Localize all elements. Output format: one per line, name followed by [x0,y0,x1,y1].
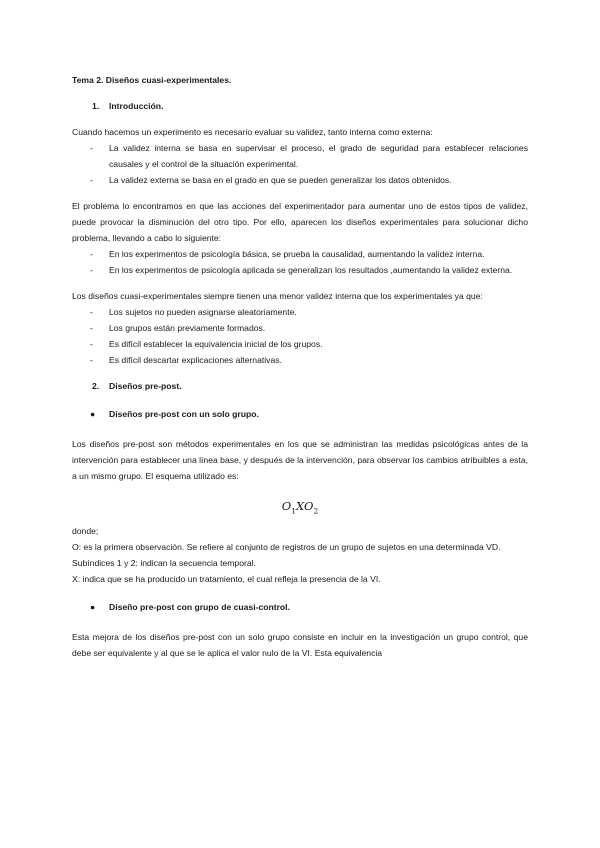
list-item [90,246,528,262]
definition-o: O: es la primera observación. Se refiere al conjunto de registros de un grupo de sujetos en una determinada VD. [72,542,501,553]
formula-x: X [296,499,304,513]
subsection-label: Diseño pre-post con grupo de cuasi-control. [109,602,290,613]
list-item [90,304,528,320]
list-item [90,320,528,336]
list-item-text: Los sujetos no pueden asignarse aleatoriamente. [109,307,297,317]
subsection-heading-un-grupo [90,406,528,422]
list-item-text: En los experimentos de psicología aplicada se generalizan los resultados ,aumentando la validez externa. [109,265,513,275]
definition-x: X: indica que se ha producido un tratamiento, el cual refleja la presencia de la VI. [72,574,381,585]
subsection-heading-cuasi-control [90,599,528,615]
paragraph-pre-post: Los diseños pre-post son métodos experimentales en los que se administran las medidas psicológicas antes de la intervención para establecer una línea base, y después de la intervención, para observar los cambios atribuibles a esta, a un mismo grupo. El esquema utilizado es: [72,439,528,481]
formula-o: O [281,499,292,513]
section-number: 1. [92,101,100,111]
dash-marker: - [90,143,93,153]
dash-marker: - [90,307,93,317]
list-item-text: La validez externa se basa en el grado en que se pueden generalizar los datos obtenidos. [109,175,452,185]
document-body [72,72,528,661]
list-item [90,336,528,352]
definition-subindices: Subíndices 1 y 2: indican la secuencia temporal. [72,558,256,569]
dash-marker: - [90,175,93,185]
paragraph-cuasi-control: Esta mejora de los diseños pre-post con un solo grupo consiste en incluir en la investigación un grupo control, que debe ser equivalente y al que se le aplica el valor nulo de la VI. Esta equivalencia [72,632,528,659]
list-item [90,172,528,188]
list-item [90,352,528,368]
list-razones [72,304,528,368]
list-experimentos [72,246,528,278]
paragraph-problema: El problema lo encontramos en que las acciones del experimentador para aumentar uno de estos tipos de validez, puede provocar la disminución del otro tipo. Por ello, aparecen los diseños experimentales para solucionar dicho problema, llevando a cabo lo siguiente: [72,201,528,243]
formula-subscript: 2 [313,506,319,516]
formula-subscript: 1 [291,506,296,516]
dash-marker: - [90,355,93,365]
list-item [90,140,528,172]
list-validez [72,140,528,188]
document-title: Tema 2. Diseños cuasi-experimentales. [72,75,232,85]
formula-o: O [304,499,314,513]
list-item-text: Los grupos están previamente formados. [109,323,266,333]
section-heading-pre-post [92,378,528,394]
list-item-text: La validez interna se basa en supervisar el proceso, el grado de seguridad para establecer relaciones causales y el control de la situación experimental. [109,143,528,169]
paragraph-validez: Cuando hacemos un experimento es necesario evaluar su validez, tanto interna como externa: [72,127,433,137]
bullet-icon: ● [90,409,96,419]
section-label: Diseños pre-post. [109,381,182,391]
dash-marker: - [90,265,93,275]
paragraph-cuasi: Los diseños cuasi-experimentales siempre tienen una menor validez interna que los experimentales ya que: [72,291,483,301]
dash-marker: - [90,339,93,349]
list-item-text: Es difícil descartar explicaciones alternativas. [109,355,282,365]
subsection-label: Diseños pre-post con un solo grupo. [109,409,259,419]
formula-o1-x-o2 [72,496,528,521]
section-heading-introduccion [92,98,528,114]
dash-marker: - [90,323,93,333]
list-item-text: En los experimentos de psicología básica, se prueba la causalidad, aumentando la validez interna. [109,249,485,259]
section-number: 2. [92,381,100,391]
list-item-text: Es difícil establecer la equivalencia inicial de los grupos. [109,339,323,349]
section-label: Introducción. [109,101,164,111]
donde-label: donde; [72,526,99,537]
dash-marker: - [90,249,93,259]
list-item [90,262,528,278]
bullet-icon: ● [90,602,96,613]
